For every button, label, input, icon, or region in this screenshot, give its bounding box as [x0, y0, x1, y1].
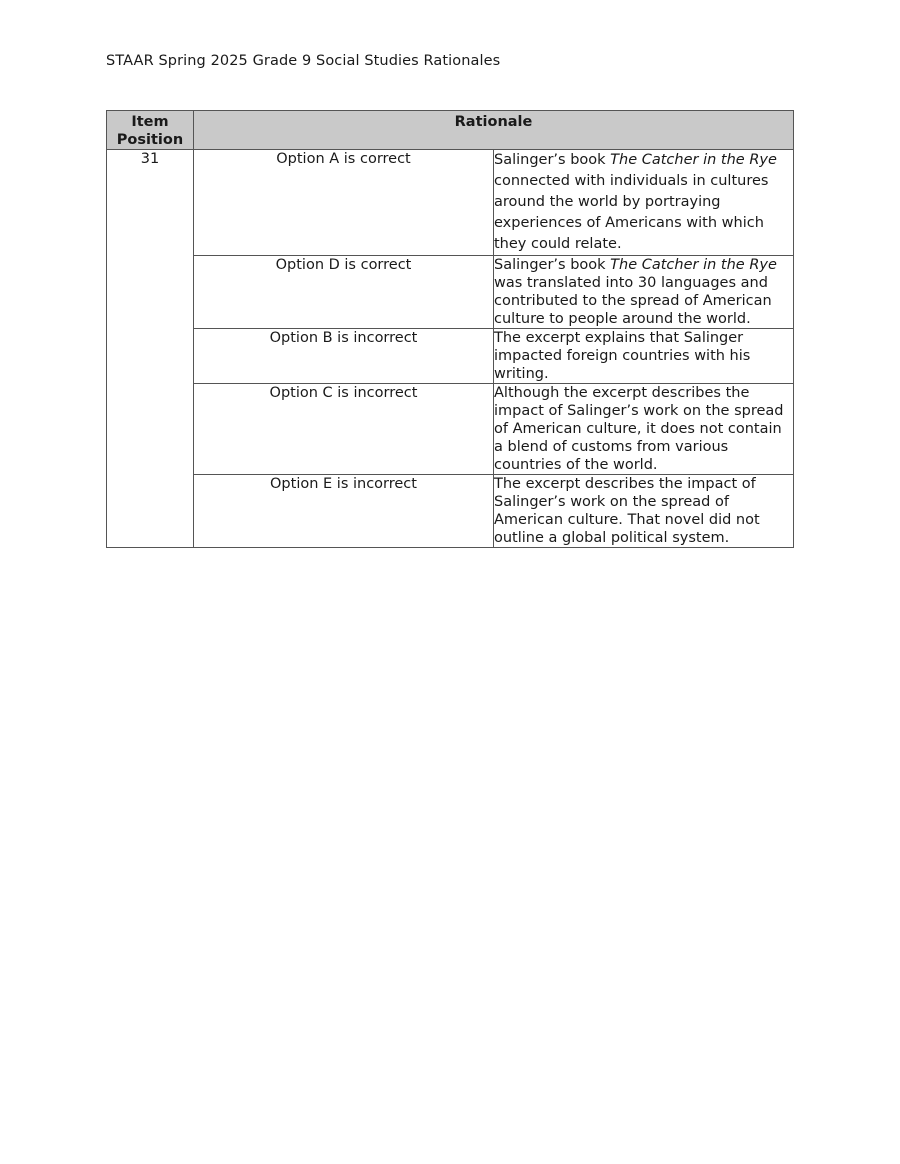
book-title: The Catcher in the Rye [610, 257, 777, 273]
option-label: Option E is incorrect [194, 475, 494, 548]
option-label: Option D is correct [194, 256, 494, 329]
table-row [107, 329, 794, 384]
option-label: Option B is incorrect [194, 329, 494, 384]
rationale-text-before: Salinger’s book [494, 152, 611, 168]
rationale-header: Rationale [194, 111, 794, 150]
rationale-text: Although the excerpt describes the impact of Salinger’s work on the spread of American culture, it does not contain a blend of customs from various countries of the world. [494, 384, 794, 475]
rationale-text: The excerpt describes the impact of Salinger’s work on the spread of American culture. That novel did not outline a global political system. [494, 475, 794, 548]
rationale-table [106, 110, 794, 548]
rationale-text [494, 150, 794, 256]
table-row [107, 150, 794, 256]
page-header: STAAR Spring 2025 Grade 9 Social Studies Rationales [106, 53, 501, 69]
rationale-text: The excerpt explains that Salinger impacted foreign countries with his writing. [494, 329, 794, 384]
rationale-text-before: Salinger’s book [494, 257, 611, 273]
item-position-cell: 31 [107, 150, 194, 548]
rationale-text-after: connected with individuals in cultures around the world by portraying experiences of Americans with which they could relate. [494, 173, 769, 252]
table-header-row [107, 111, 794, 150]
item-position-header [107, 111, 194, 150]
table-row [107, 256, 794, 329]
table-row [107, 384, 794, 475]
item-position-header-line1: Item [131, 114, 169, 130]
rationale-text [494, 256, 794, 329]
book-title: The Catcher in the Rye [610, 152, 777, 168]
option-label: Option A is correct [194, 150, 494, 256]
option-label: Option C is incorrect [194, 384, 494, 475]
table-row [107, 475, 794, 548]
rationale-text-after: was translated into 30 languages and contributed to the spread of American culture to people around the world. [494, 275, 772, 327]
item-position-header-line2: Position [116, 132, 184, 148]
